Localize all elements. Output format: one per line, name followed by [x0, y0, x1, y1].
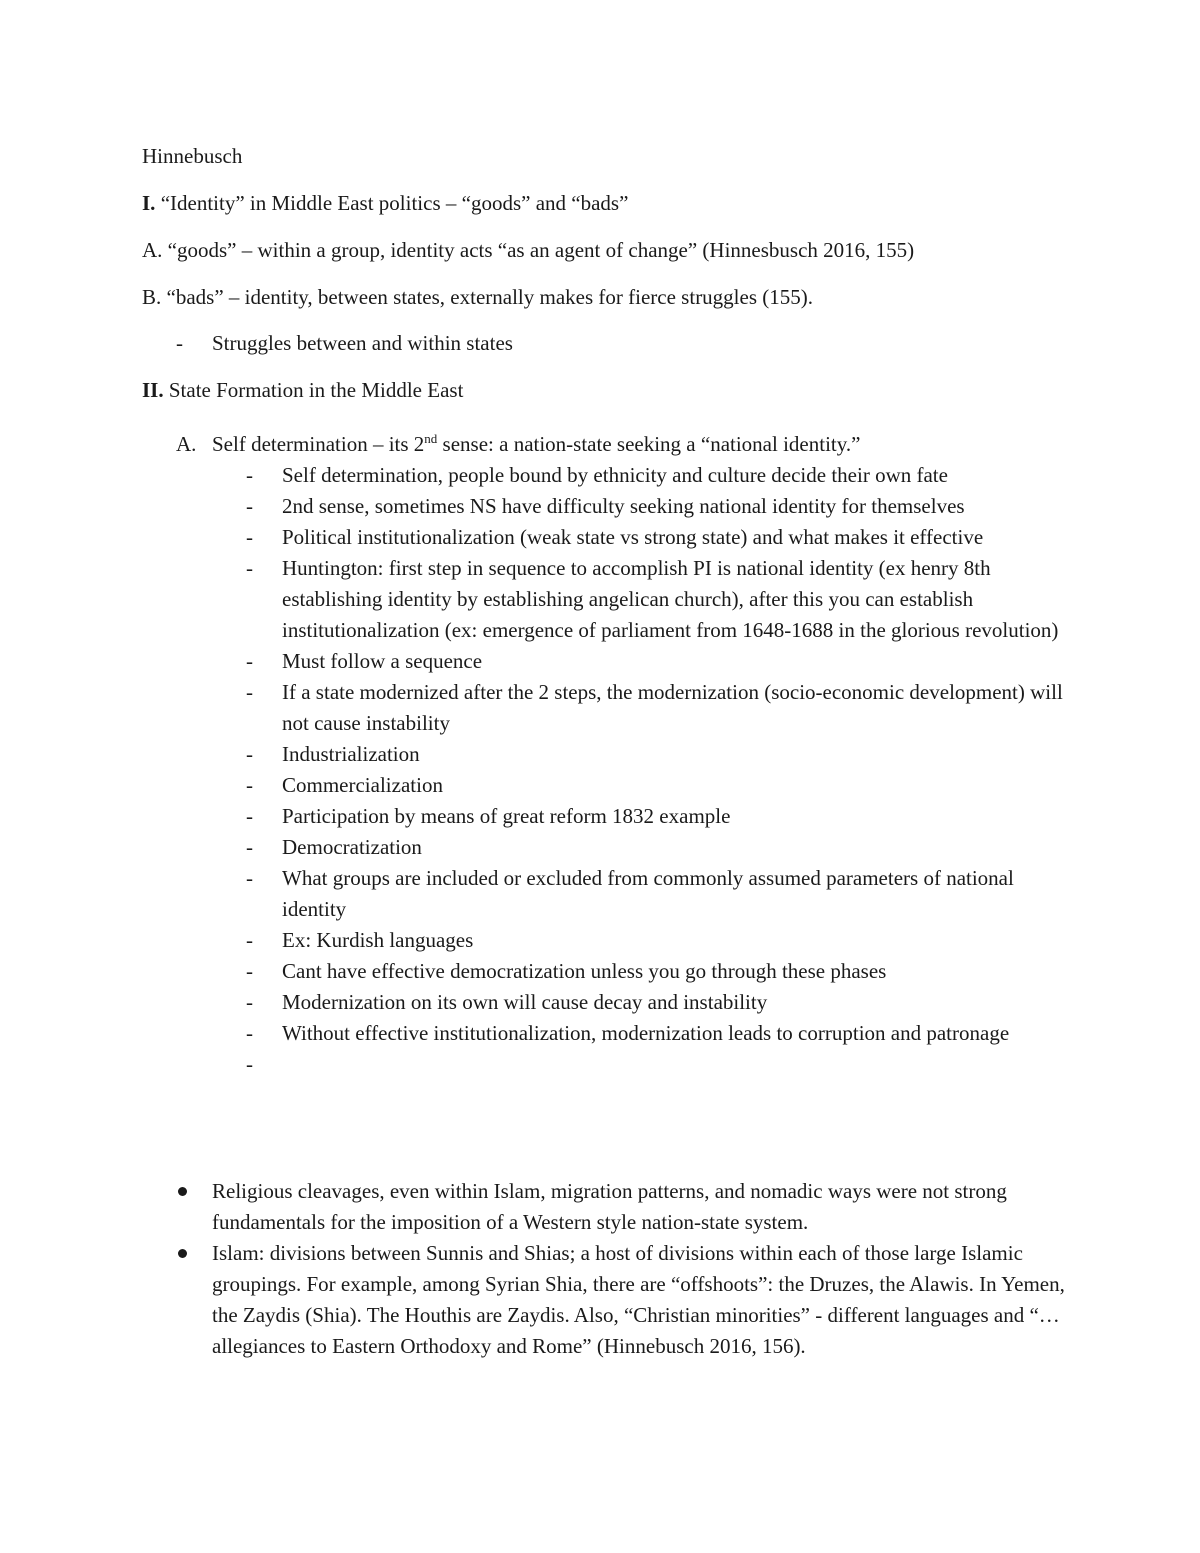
section-1-numeral: I.	[142, 191, 156, 215]
list-item: - Without effective institutionalization, modernization leads to corruption and patronage	[246, 1018, 1066, 1049]
dash-marker: -	[246, 556, 253, 580]
section-2-subitems	[246, 460, 1066, 1080]
list-item: - Political institutionalization (weak state vs strong state) and what makes it effective	[246, 522, 1066, 553]
document-title: Hinnebusch	[142, 144, 243, 168]
section-1-dash-item: Struggles between and within states	[212, 331, 513, 355]
list-item: - Huntington: first step in sequence to accomplish PI is national identity (ex henry 8th establishing identity by establishing angelican church), after this you can establish institutionalization (ex: emergence of parliament from 1648-1688 in the glorious revolution)	[246, 553, 1066, 646]
bullet-item: Islam: divisions between Sunnis and Shias; a host of divisions within each of those large Islamic groupings. For example, among Syrian Shia, there are “offshoots”: the Druzes, the Alawis. In Yemen, the Zaydis (Shia). The Houthis are Zaydis. Also, “Christian minorities” - different languages and “…allegiances to Eastern Orthodoxy and Rome” (Hinnebusch 2016, 156).	[176, 1238, 1066, 1362]
list-item: - If a state modernized after the 2 steps, the modernization (socio-economic development) will not cause instability	[246, 677, 1066, 739]
section-1-heading	[142, 190, 628, 216]
section-1-heading-text: “Identity” in Middle East politics – “goods” and “bads”	[160, 191, 629, 215]
section-2-heading-text: State Formation in the Middle East	[168, 378, 464, 402]
list-item: - Modernization on its own will cause decay and instability	[246, 987, 1066, 1018]
dash-marker: -	[246, 1021, 253, 1045]
section-2-a-text-after: sense: a nation-state seeking a “national identity.”	[437, 432, 861, 456]
dash-marker: -	[176, 331, 183, 355]
section-2-bullets	[176, 1176, 1066, 1362]
list-item: - Cant have effective democratization unless you go through these phases	[246, 956, 1066, 987]
dash-marker: -	[246, 649, 253, 673]
dash-marker: -	[246, 804, 253, 828]
list-item: - Ex: Kurdish languages	[246, 925, 1066, 956]
dash-marker: -	[246, 990, 253, 1014]
list-item: - Must follow a sequence	[246, 646, 1066, 677]
list-item: - 2nd sense, sometimes NS have difficulty seeking national identity for themselves	[246, 491, 1066, 522]
dash-marker: -	[246, 866, 253, 890]
list-item	[246, 1049, 1066, 1080]
superscript-nd: nd	[424, 431, 438, 446]
list-item: - Democratization	[246, 832, 1066, 863]
dash-marker: -	[246, 742, 253, 766]
list-item: - Self determination, people bound by ethnicity and culture decide their own fate	[246, 460, 1066, 491]
dash-marker: -	[246, 463, 253, 487]
section-2-numeral: II.	[142, 378, 164, 402]
bullet-item: Religious cleavages, even within Islam, migration patterns, and nomadic ways were not strong fundamentals for the imposition of a Western style nation-state system.	[176, 1176, 1066, 1238]
list-item: - Industrialization	[246, 739, 1066, 770]
section-2-heading	[142, 377, 463, 403]
list-item: - Commercialization	[246, 770, 1066, 801]
list-item: - What groups are included or excluded from commonly assumed parameters of national identity	[246, 863, 1066, 925]
bullet-dot-icon	[178, 1249, 187, 1258]
section-2-a-text	[212, 431, 860, 457]
section-2-a-marker: A.	[176, 432, 197, 456]
dash-marker: -	[246, 773, 253, 797]
dash-marker: -	[246, 959, 253, 983]
dash-marker: -	[246, 525, 253, 549]
dash-marker: -	[246, 494, 253, 518]
dash-marker: -	[246, 928, 253, 952]
dash-marker: -	[246, 1052, 253, 1076]
dash-marker: -	[246, 680, 253, 704]
list-item: - Participation by means of great reform 1832 example	[246, 801, 1066, 832]
dash-marker: -	[246, 835, 253, 859]
section-1-point-a: A. “goods” – within a group, identity acts “as an agent of change” (Hinnesbusch 2016, 155)	[142, 238, 915, 262]
bullet-dot-icon	[178, 1187, 187, 1196]
section-1-point-b: B. “bads” – identity, between states, externally makes for fierce struggles (155).	[142, 285, 813, 309]
section-2-a-text-before: Self determination – its 2	[212, 432, 425, 456]
